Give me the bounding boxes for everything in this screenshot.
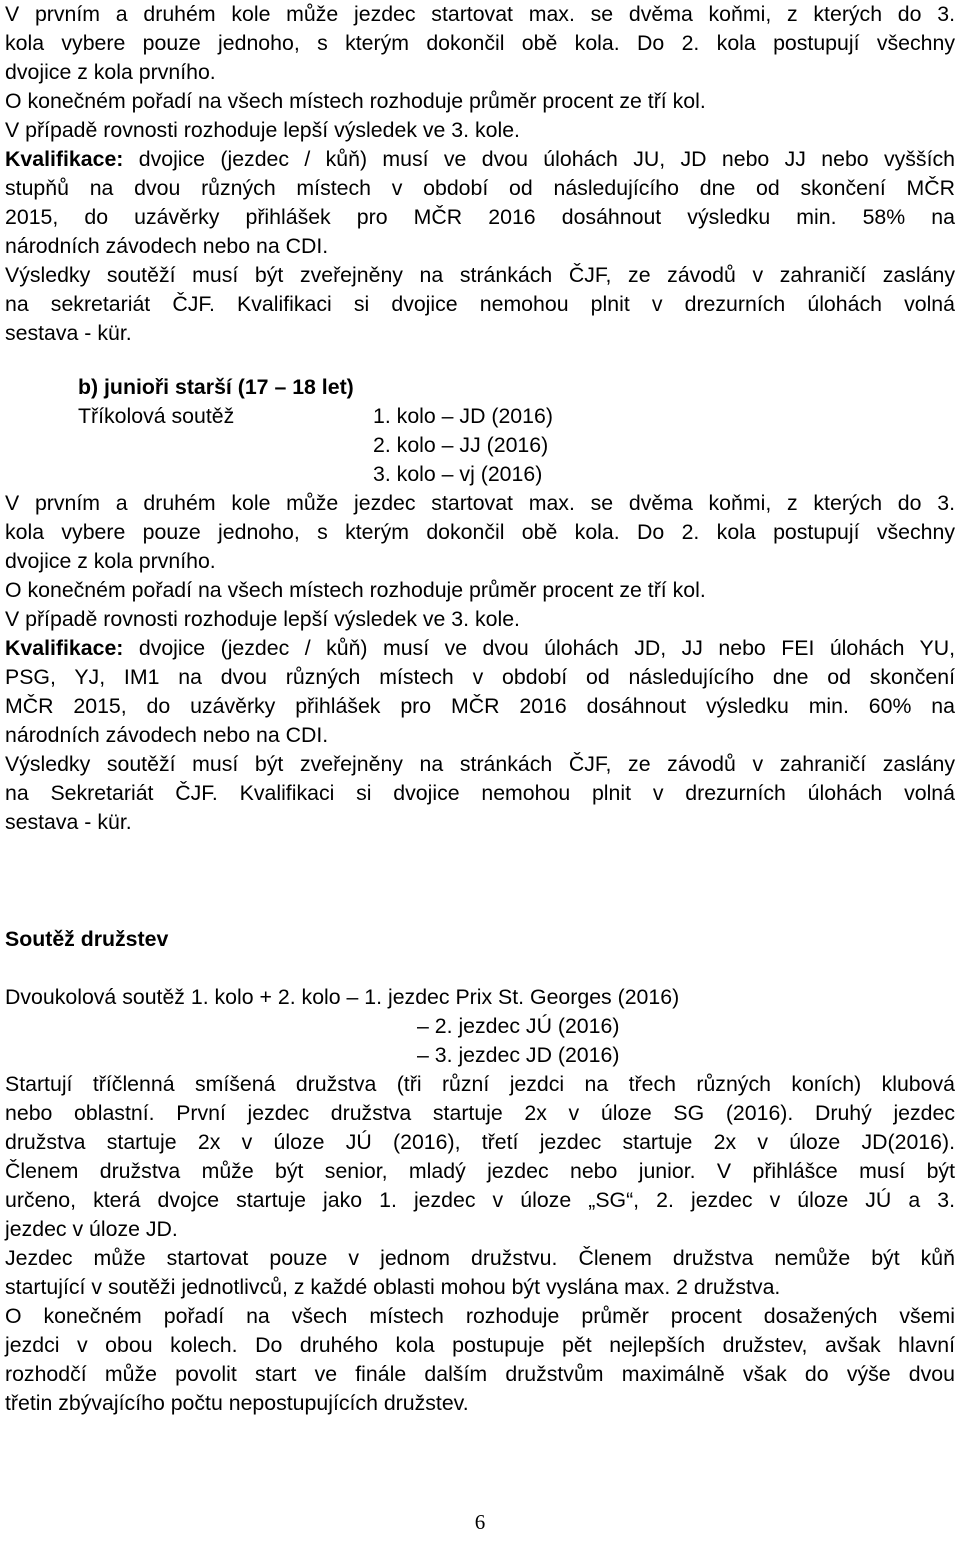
round-item: 1. kolo – JD (2016) — [373, 404, 553, 428]
page-number: 6 — [474, 1510, 486, 1534]
qualification-text: dvojice (jezdec / kůň) musí ve dvou úlohách JD, JJ nebo FEI úlohách YU, — [123, 636, 955, 660]
qualification-line: na Sekretariát ČJF. Kvalifikaci si dvojice nemohou plnit v drezurních úlohách volná — [5, 781, 955, 805]
rule-line: dvojice z kola prvního. — [5, 60, 216, 84]
section-heading: b) junioři starší (17 – 18 let) — [78, 375, 354, 399]
competition-label: Tříkolová soutěž — [78, 404, 235, 428]
qualification-line — [5, 634, 955, 664]
rule-line: kola vybere pouze jednoho, s kterým dokončil obě kola. Do 2. kola postupují všechny — [5, 31, 955, 55]
team-round-line: – 2. jezdec JÚ (2016) — [417, 1014, 620, 1038]
paragraph-line: startující v soutěži jednotlivců, z každé oblasti mohou být vyslána max. 2 družstva. — [5, 1275, 781, 1299]
rule-line: V prvním a druhém kole může jezdec startovat max. se dvěma koňmi, z kterých do 3. — [5, 2, 955, 26]
paragraph-line: třetin zbývajícího počtu nepostupujících družstev. — [5, 1391, 469, 1415]
qualification-label: Kvalifikace: — [5, 147, 124, 171]
rule-line: V prvním a druhém kole může jezdec startovat max. se dvěma koňmi, z kterých do 3. — [5, 491, 955, 515]
team-round-line: – 3. jezdec JD (2016) — [417, 1043, 620, 1067]
qualification-line: na sekretariát ČJF. Kvalifikaci si dvojice nemohou plnit v drezurních úlohách volná — [5, 292, 955, 316]
rule-line: V případě rovnosti rozhoduje lepší výsledek ve 3. kole. — [5, 118, 520, 142]
team-round-line: Dvoukolová soutěž 1. kolo + 2. kolo – 1. jezdec Prix St. Georges (2016) — [5, 985, 680, 1009]
paragraph-line: O konečném pořadí na všech místech rozhoduje průměr procent dosažených všemi — [5, 1304, 955, 1328]
qualification-text: dvojice (jezdec / kůň) musí ve dvou úlohách JU, JD nebo JJ nebo vyšších — [123, 147, 955, 171]
team-heading: Soutěž družstev — [5, 927, 169, 951]
qualification-label: Kvalifikace: — [5, 636, 124, 660]
paragraph-line: jezdec v úloze JD. — [5, 1217, 178, 1241]
qualification-line: Výsledky soutěží musí být zveřejněny na stránkách ČJF, ze závodů v zahraničí zaslány — [5, 752, 955, 776]
rule-line: dvojice z kola prvního. — [5, 549, 216, 573]
paragraph-line: rozhodčí může povolit start ve finále dalším družstvům maximálně však do výše dvou — [5, 1362, 955, 1386]
paragraph-line: Startují tříčlenná smíšená družstva (tři různí jezdci na třech různých koních) klubová — [5, 1072, 955, 1096]
rule-line: O konečném pořadí na všech místech rozhoduje průměr procent ze tří kol. — [5, 89, 706, 113]
qualification-line: sestava - kür. — [5, 321, 132, 345]
qualification-line: národních závodech nebo na CDI. — [5, 723, 329, 747]
paragraph-line: Jezdec může startovat pouze v jednom družstvu. Členem družstva nemůže být kůň — [5, 1246, 955, 1270]
qualification-line: stupňů na dvou různých místech v období od následujícího dne od skončení MČR — [5, 176, 955, 200]
paragraph-line: určeno, která dvojce startuje jako 1. jezdec v úloze „SG“, 2. jezdec v úloze JÚ a 3. — [5, 1188, 955, 1212]
rule-line: V případě rovnosti rozhoduje lepší výsledek ve 3. kole. — [5, 607, 520, 631]
qualification-line: národních závodech nebo na CDI. — [5, 234, 329, 258]
paragraph-line: Členem družstva může být senior, mladý jezdec nebo junior. V přihlášce musí být — [5, 1159, 955, 1183]
qualification-line: PSG, YJ, IM1 na dvou různých místech v období od následujícího dne od skončení — [5, 665, 955, 689]
round-item: 2. kolo – JJ (2016) — [373, 433, 549, 457]
paragraph-line: družstva startuje 2x v úloze JÚ (2016), třetí jezdec startuje 2x v úloze JD(2016). — [5, 1130, 955, 1154]
qualification-line: MČR 2015, do uzávěrky přihlášek pro MČR 2016 dosáhnout výsledku min. 60% na — [5, 694, 955, 718]
qualification-line: Výsledky soutěží musí být zveřejněny na stránkách ČJF, ze závodů v zahraničí zaslány — [5, 263, 955, 287]
qualification-line: 2015, do uzávěrky přihlášek pro MČR 2016 dosáhnout výsledku min. 58% na — [5, 205, 955, 229]
paragraph-line: nebo oblastní. První jezdec družstva startuje 2x v úloze SG (2016). Druhý jezdec — [5, 1101, 955, 1125]
paragraph-line: jezdci v obou kolech. Do druhého kola postupuje pět nejlepších družstev, avšak hlavní — [5, 1333, 955, 1357]
round-item: 3. kolo – vj (2016) — [373, 462, 543, 486]
rule-line: O konečném pořadí na všech místech rozhoduje průměr procent ze tří kol. — [5, 578, 706, 602]
rule-line: kola vybere pouze jednoho, s kterým dokončil obě kola. Do 2. kola postupují všechny — [5, 520, 955, 544]
qualification-line — [5, 145, 955, 175]
qualification-line: sestava - kür. — [5, 810, 132, 834]
